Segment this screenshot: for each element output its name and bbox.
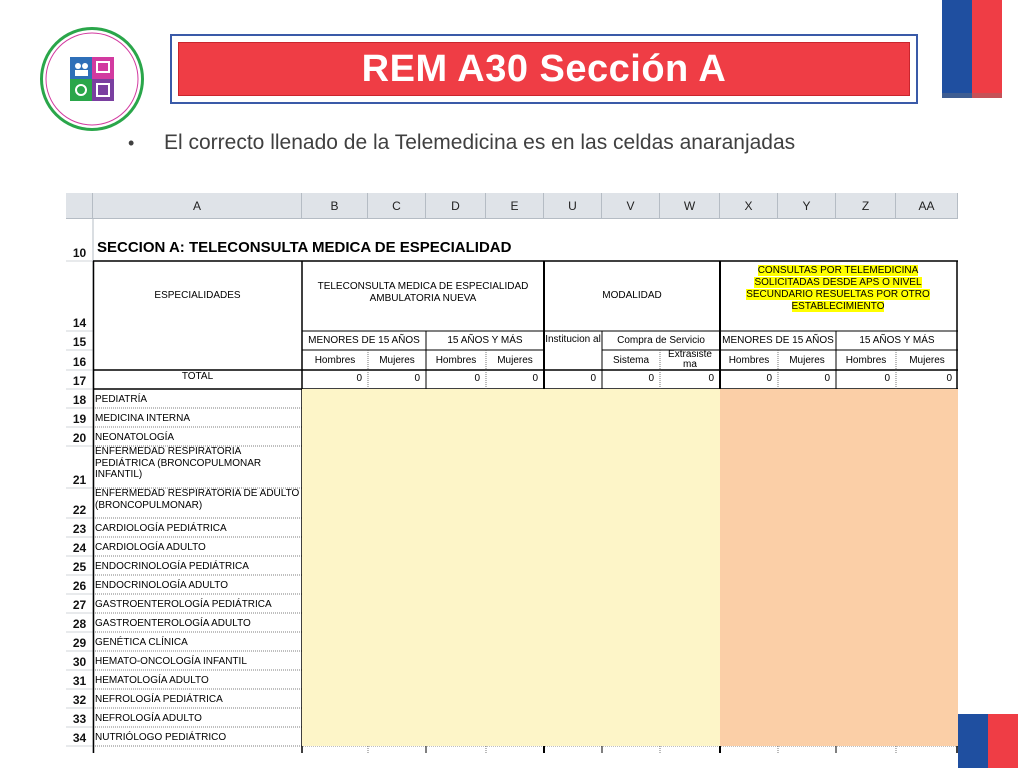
row-header-34[interactable]: 34	[66, 727, 93, 746]
data-cell-c24[interactable]	[368, 537, 426, 556]
total-value-b: 0	[356, 373, 362, 384]
data-cell-c18[interactable]	[368, 389, 426, 408]
data-cell-x24[interactable]	[720, 537, 778, 556]
total-label: TOTAL	[181, 371, 214, 382]
data-cell-e18[interactable]	[486, 389, 544, 408]
data-cell-z27[interactable]	[836, 594, 896, 613]
total-value-e: 0	[532, 373, 538, 384]
data-cell-y30[interactable]	[778, 651, 836, 670]
header-institucional: Institucion al	[545, 334, 601, 345]
data-cell-u19[interactable]	[544, 408, 602, 427]
specialty-33: NEFROLOGÍA ADULTO	[95, 713, 202, 724]
data-cell-e27[interactable]	[486, 594, 544, 613]
data-cell-b25[interactable]	[302, 556, 368, 575]
row-header-32[interactable]: 32	[66, 689, 93, 708]
data-cell-u23[interactable]	[544, 518, 602, 537]
data-cell-c21[interactable]	[368, 446, 426, 488]
total-value-aa: 0	[946, 373, 952, 384]
data-cell-v18[interactable]	[602, 389, 660, 408]
slide-title: REM A30 Sección A	[361, 47, 727, 90]
data-cell-e26[interactable]	[486, 575, 544, 594]
data-cell-v28[interactable]	[602, 613, 660, 632]
data-cell-x18[interactable]	[720, 389, 778, 408]
data-cell-x26[interactable]	[720, 575, 778, 594]
specialty-32: NEFROLOGÍA PEDIÁTRICA	[95, 694, 223, 705]
data-cell-c31[interactable]	[368, 670, 426, 689]
data-cell-v30[interactable]	[602, 651, 660, 670]
data-cell-y27[interactable]	[778, 594, 836, 613]
data-cell-v21[interactable]	[602, 446, 660, 488]
data-cell-y31[interactable]	[778, 670, 836, 689]
data-cell-y19[interactable]	[778, 408, 836, 427]
data-cell-u29[interactable]	[544, 632, 602, 651]
header-mujeres-e: Mujeres	[497, 355, 533, 366]
data-cell-y32[interactable]	[778, 689, 836, 708]
data-cell-d32[interactable]	[426, 689, 486, 708]
data-cell-x31[interactable]	[720, 670, 778, 689]
data-cell-c19[interactable]	[368, 408, 426, 427]
data-cell-c20[interactable]	[368, 427, 426, 446]
data-cell-u32[interactable]	[544, 689, 602, 708]
header-modalidad: MODALIDAD	[602, 290, 662, 301]
column-header-v[interactable]: V	[602, 193, 660, 219]
data-cell-b31[interactable]	[302, 670, 368, 689]
total-value-c: 0	[414, 373, 420, 384]
header-mujeres-y: Mujeres	[789, 355, 825, 366]
data-cell-v25[interactable]	[602, 556, 660, 575]
specialty-30: HEMATO-ONCOLOGÍA INFANTIL	[95, 656, 247, 667]
total-value-v: 0	[648, 373, 654, 384]
data-cell-aa27[interactable]	[896, 594, 958, 613]
data-cell-v31[interactable]	[602, 670, 660, 689]
data-cell-y21[interactable]	[778, 446, 836, 488]
data-cell-x27[interactable]	[720, 594, 778, 613]
row-header-20[interactable]: 20	[66, 427, 93, 446]
header-mujeres-c: Mujeres	[379, 355, 415, 366]
data-cell-w25[interactable]	[660, 556, 720, 575]
data-cell-z32[interactable]	[836, 689, 896, 708]
data-cell-b20[interactable]	[302, 427, 368, 446]
header-mayores-15-right: 15 AÑOS Y MÁS	[859, 334, 935, 346]
data-cell-y24[interactable]	[778, 537, 836, 556]
data-cell-y18[interactable]	[778, 389, 836, 408]
data-cell-x30[interactable]	[720, 651, 778, 670]
specialty-22: ENFERMEDAD RESPIRATORIA DE ADULTO (BRONCOPULMONAR)	[95, 488, 300, 511]
data-cell-z29[interactable]	[836, 632, 896, 651]
data-cell-b33[interactable]	[302, 708, 368, 727]
data-cell-b21[interactable]	[302, 446, 368, 488]
data-cell-aa21[interactable]	[896, 446, 958, 488]
data-cell-d30[interactable]	[426, 651, 486, 670]
row-header-16[interactable]: 16	[66, 350, 93, 370]
data-cell-b27[interactable]	[302, 594, 368, 613]
data-cell-b18[interactable]	[302, 389, 368, 408]
data-cell-aa22[interactable]	[896, 488, 958, 518]
data-cell-b28[interactable]	[302, 613, 368, 632]
data-cell-e29[interactable]	[486, 632, 544, 651]
data-cell-y28[interactable]	[778, 613, 836, 632]
bullet-point	[128, 131, 795, 155]
data-cell-d31[interactable]	[426, 670, 486, 689]
data-cell-c32[interactable]	[368, 689, 426, 708]
column-header-b[interactable]: B	[302, 193, 368, 219]
column-header-u[interactable]: U	[544, 193, 602, 219]
data-cell-b24[interactable]	[302, 537, 368, 556]
data-cell-w27[interactable]	[660, 594, 720, 613]
data-cell-v22[interactable]	[602, 488, 660, 518]
data-cell-aa31[interactable]	[896, 670, 958, 689]
data-cell-aa25[interactable]	[896, 556, 958, 575]
specialty-31: HEMATOLOGÍA ADULTO	[95, 675, 209, 686]
specialty-24: CARDIOLOGÍA ADULTO	[95, 542, 206, 553]
row-header-19[interactable]: 19	[66, 408, 93, 427]
data-cell-d22[interactable]	[426, 488, 486, 518]
column-header-aa[interactable]: AA	[896, 193, 958, 219]
data-cell-c33[interactable]	[368, 708, 426, 727]
data-cell-w29[interactable]	[660, 632, 720, 651]
data-cell-d25[interactable]	[426, 556, 486, 575]
data-cell-z18[interactable]	[836, 389, 896, 408]
specialty-18: PEDIATRÍA	[95, 394, 148, 405]
row-header-28[interactable]: 28	[66, 613, 93, 632]
data-cell-d23[interactable]	[426, 518, 486, 537]
header-hombres-x: Hombres	[728, 355, 770, 366]
data-cell-c23[interactable]	[368, 518, 426, 537]
total-value-x: 0	[766, 373, 772, 384]
specialty-29: GENÉTICA CLÍNICA	[95, 637, 188, 648]
data-cell-x34[interactable]	[720, 727, 778, 746]
data-cell-e24[interactable]	[486, 537, 544, 556]
row-header-10[interactable]: 10	[66, 219, 93, 261]
specialty-28: GASTROENTEROLOGÍA ADULTO	[95, 618, 251, 629]
data-cell-u22[interactable]	[544, 488, 602, 518]
data-cell-z26[interactable]	[836, 575, 896, 594]
data-cell-d18[interactable]	[426, 389, 486, 408]
data-cell-e30[interactable]	[486, 651, 544, 670]
header-menores-15-right: MENORES DE 15 AÑOS	[722, 334, 834, 346]
data-cell-d34[interactable]	[426, 727, 486, 746]
data-cell-y29[interactable]	[778, 632, 836, 651]
data-cell-y20[interactable]	[778, 427, 836, 446]
column-header-d[interactable]: D	[426, 193, 486, 219]
data-cell-z20[interactable]	[836, 427, 896, 446]
data-cell-y33[interactable]	[778, 708, 836, 727]
specialty-20: NEONATOLOGÍA	[95, 432, 175, 443]
header-consultas-telemedicina: CONSULTAS POR TELEMEDICINA SOLICITADAS DESDE APS O NIVEL SECUNDARIO RESUELTAS POR OTRO ESTABLECIMIENTO	[746, 265, 930, 312]
flag-decoration-bottom	[958, 714, 1018, 768]
data-cell-e28[interactable]	[486, 613, 544, 632]
data-cell-u18[interactable]	[544, 389, 602, 408]
data-cell-d28[interactable]	[426, 613, 486, 632]
section-title: SECCION A: TELECONSULTA MEDICA DE ESPECIALIDAD	[97, 239, 512, 256]
data-cell-e21[interactable]	[486, 446, 544, 488]
data-cell-v34[interactable]	[602, 727, 660, 746]
data-cell-v19[interactable]	[602, 408, 660, 427]
row-header-17[interactable]: 17	[66, 370, 93, 389]
logo-quadrant-magenta	[92, 57, 114, 79]
column-header-z[interactable]: Z	[836, 193, 896, 219]
data-cell-x23[interactable]	[720, 518, 778, 537]
data-cell-u30[interactable]	[544, 651, 602, 670]
data-cell-u25[interactable]	[544, 556, 602, 575]
header-mayores-15-left: 15 AÑOS Y MÁS	[447, 334, 523, 346]
data-cell-z25[interactable]	[836, 556, 896, 575]
data-cell-v24[interactable]	[602, 537, 660, 556]
data-cell-v27[interactable]	[602, 594, 660, 613]
data-cell-e34[interactable]	[486, 727, 544, 746]
total-value-z: 0	[884, 373, 890, 384]
data-cell-b32[interactable]	[302, 689, 368, 708]
header-hombres-d: Hombres	[435, 355, 477, 366]
data-cell-e23[interactable]	[486, 518, 544, 537]
column-header-x[interactable]: X	[720, 193, 778, 219]
title-banner	[170, 34, 918, 104]
data-cell-x22[interactable]	[720, 488, 778, 518]
data-cell-b23[interactable]	[302, 518, 368, 537]
data-cell-w21[interactable]	[660, 446, 720, 488]
data-cell-w18[interactable]	[660, 389, 720, 408]
row-header-24[interactable]: 24	[66, 537, 93, 556]
data-cell-x19[interactable]	[720, 408, 778, 427]
column-header-a[interactable]: A	[93, 193, 302, 219]
data-cell-u34[interactable]	[544, 727, 602, 746]
data-cell-w33[interactable]	[660, 708, 720, 727]
data-cell-d27[interactable]	[426, 594, 486, 613]
header-extrasistema: Extrasiste ma	[668, 349, 712, 370]
row-header-15[interactable]: 15	[66, 331, 93, 350]
data-cell-u27[interactable]	[544, 594, 602, 613]
data-cell-x32[interactable]	[720, 689, 778, 708]
row-header-14[interactable]: 14	[66, 261, 93, 331]
data-cell-w32[interactable]	[660, 689, 720, 708]
header-mujeres-aa: Mujeres	[909, 355, 945, 366]
data-cell-z21[interactable]	[836, 446, 896, 488]
data-cell-c22[interactable]	[368, 488, 426, 518]
logo-quadrant-purple	[92, 79, 114, 101]
data-cell-u28[interactable]	[544, 613, 602, 632]
data-cell-u24[interactable]	[544, 537, 602, 556]
row-header-31[interactable]: 31	[66, 670, 93, 689]
data-cell-c30[interactable]	[368, 651, 426, 670]
data-cell-x20[interactable]	[720, 427, 778, 446]
data-cell-u31[interactable]	[544, 670, 602, 689]
data-cell-z22[interactable]	[836, 488, 896, 518]
data-cell-e33[interactable]	[486, 708, 544, 727]
data-cell-aa24[interactable]	[896, 537, 958, 556]
data-cell-x25[interactable]	[720, 556, 778, 575]
data-cell-d29[interactable]	[426, 632, 486, 651]
logo-quadrant-green	[70, 79, 92, 101]
data-cell-aa23[interactable]	[896, 518, 958, 537]
data-cell-z30[interactable]	[836, 651, 896, 670]
specialty-19: MEDICINA INTERNA	[95, 413, 191, 424]
data-cell-v29[interactable]	[602, 632, 660, 651]
data-cell-y25[interactable]	[778, 556, 836, 575]
column-header-c[interactable]: C	[368, 193, 426, 219]
data-cell-b22[interactable]	[302, 488, 368, 518]
data-cell-w24[interactable]	[660, 537, 720, 556]
data-cell-u33[interactable]	[544, 708, 602, 727]
data-cell-z19[interactable]	[836, 408, 896, 427]
data-cell-aa34[interactable]	[896, 727, 958, 746]
data-cell-v26[interactable]	[602, 575, 660, 594]
specialty-27: GASTROENTEROLOGÍA PEDIÁTRICA	[95, 599, 272, 610]
data-cell-z28[interactable]	[836, 613, 896, 632]
data-cell-x33[interactable]	[720, 708, 778, 727]
row-header-27[interactable]: 27	[66, 594, 93, 613]
data-cell-c34[interactable]	[368, 727, 426, 746]
data-cell-d33[interactable]	[426, 708, 486, 727]
flag-decoration-top	[942, 0, 1002, 98]
data-cell-w26[interactable]	[660, 575, 720, 594]
data-cell-y23[interactable]	[778, 518, 836, 537]
data-cell-b29[interactable]	[302, 632, 368, 651]
data-cell-aa32[interactable]	[896, 689, 958, 708]
data-cell-v33[interactable]	[602, 708, 660, 727]
data-cell-d24[interactable]	[426, 537, 486, 556]
data-cell-w30[interactable]	[660, 651, 720, 670]
data-cell-aa28[interactable]	[896, 613, 958, 632]
data-cell-y26[interactable]	[778, 575, 836, 594]
data-cell-w28[interactable]	[660, 613, 720, 632]
data-cell-e25[interactable]	[486, 556, 544, 575]
data-cell-d26[interactable]	[426, 575, 486, 594]
data-cell-z31[interactable]	[836, 670, 896, 689]
header-menores-15-left: MENORES DE 15 AÑOS	[308, 334, 420, 346]
data-cell-c28[interactable]	[368, 613, 426, 632]
data-cell-x29[interactable]	[720, 632, 778, 651]
data-cell-z24[interactable]	[836, 537, 896, 556]
data-cell-e31[interactable]	[486, 670, 544, 689]
data-cell-d21[interactable]	[426, 446, 486, 488]
header-teleconsulta: TELECONSULTA MEDICA DE ESPECIALIDAD AMBULATORIA NUEVA	[317, 281, 529, 304]
data-cell-w34[interactable]	[660, 727, 720, 746]
data-cell-e22[interactable]	[486, 488, 544, 518]
total-value-u: 0	[590, 373, 596, 384]
data-cell-v32[interactable]	[602, 689, 660, 708]
data-cell-w19[interactable]	[660, 408, 720, 427]
specialty-25: ENDOCRINOLOGÍA PEDIÁTRICA	[95, 561, 249, 572]
data-cell-z34[interactable]	[836, 727, 896, 746]
data-cell-c25[interactable]	[368, 556, 426, 575]
data-cell-u21[interactable]	[544, 446, 602, 488]
data-cell-aa18[interactable]	[896, 389, 958, 408]
data-cell-e19[interactable]	[486, 408, 544, 427]
specialty-23: CARDIOLOGÍA PEDIÁTRICA	[95, 523, 227, 534]
data-cell-u20[interactable]	[544, 427, 602, 446]
row-header-26[interactable]: 26	[66, 575, 93, 594]
column-header-e[interactable]: E	[486, 193, 544, 219]
spreadsheet[interactable]	[66, 193, 958, 753]
row-header-30[interactable]: 30	[66, 651, 93, 670]
data-cell-aa30[interactable]	[896, 651, 958, 670]
data-cell-aa19[interactable]	[896, 408, 958, 427]
column-header-y[interactable]: Y	[778, 193, 836, 219]
specialty-26: ENDOCRINOLOGÍA ADULTO	[95, 580, 228, 591]
data-cell-x21[interactable]	[720, 446, 778, 488]
data-cell-u26[interactable]	[544, 575, 602, 594]
data-cell-aa29[interactable]	[896, 632, 958, 651]
data-cell-y34[interactable]	[778, 727, 836, 746]
row-header-18[interactable]: 18	[66, 389, 93, 408]
total-value-w: 0	[708, 373, 714, 384]
header-hombres-z: Hombres	[845, 355, 887, 366]
total-value-d: 0	[474, 373, 480, 384]
data-cell-w22[interactable]	[660, 488, 720, 518]
bullet-text: El correcto llenado de la Telemedicina es en las celdas anaranjadas	[164, 131, 796, 154]
data-cell-v20[interactable]	[602, 427, 660, 446]
header-hombres-b: Hombres	[314, 355, 356, 366]
data-cell-b30[interactable]	[302, 651, 368, 670]
data-cell-w23[interactable]	[660, 518, 720, 537]
row-header-33[interactable]: 33	[66, 708, 93, 727]
header-sistema-v: Sistema	[612, 355, 650, 366]
row-header-23[interactable]: 23	[66, 518, 93, 537]
data-cell-v23[interactable]	[602, 518, 660, 537]
data-cell-c29[interactable]	[368, 632, 426, 651]
specialty-34: NUTRIÓLOGO PEDIÁTRICO	[95, 732, 227, 743]
row-header-25[interactable]: 25	[66, 556, 93, 575]
data-cell-aa33[interactable]	[896, 708, 958, 727]
column-header-w[interactable]: W	[660, 193, 720, 219]
row-header-22[interactable]: 22	[66, 488, 93, 518]
data-cell-aa26[interactable]	[896, 575, 958, 594]
data-cell-z33[interactable]	[836, 708, 896, 727]
header-compra-servicio: Compra de Servicio	[617, 334, 705, 346]
data-cell-aa20[interactable]	[896, 427, 958, 446]
header-especialidades: ESPECIALIDADES	[154, 290, 241, 301]
row-header-21[interactable]: 21	[66, 446, 93, 488]
data-cell-b19[interactable]	[302, 408, 368, 427]
data-cell-e32[interactable]	[486, 689, 544, 708]
data-cell-x28[interactable]	[720, 613, 778, 632]
bullet-icon: •	[128, 133, 135, 153]
total-value-y: 0	[824, 373, 830, 384]
data-cell-z23[interactable]	[836, 518, 896, 537]
logo	[40, 27, 144, 131]
data-cell-c27[interactable]	[368, 594, 426, 613]
data-cell-d19[interactable]	[426, 408, 486, 427]
data-cell-c26[interactable]	[368, 575, 426, 594]
data-cell-w31[interactable]	[660, 670, 720, 689]
data-cell-y22[interactable]	[778, 488, 836, 518]
data-cell-e20[interactable]	[486, 427, 544, 446]
data-cell-w20[interactable]	[660, 427, 720, 446]
data-cell-b34[interactable]	[302, 727, 368, 746]
row-header-29[interactable]: 29	[66, 632, 93, 651]
logo-emblem	[43, 30, 141, 128]
data-cell-d20[interactable]	[426, 427, 486, 446]
specialty-21: ENFERMEDAD RESPIRATORIA PEDIÁTRICA (BRONCOPULMONAR INFANTIL)	[95, 446, 262, 480]
data-cell-b26[interactable]	[302, 575, 368, 594]
